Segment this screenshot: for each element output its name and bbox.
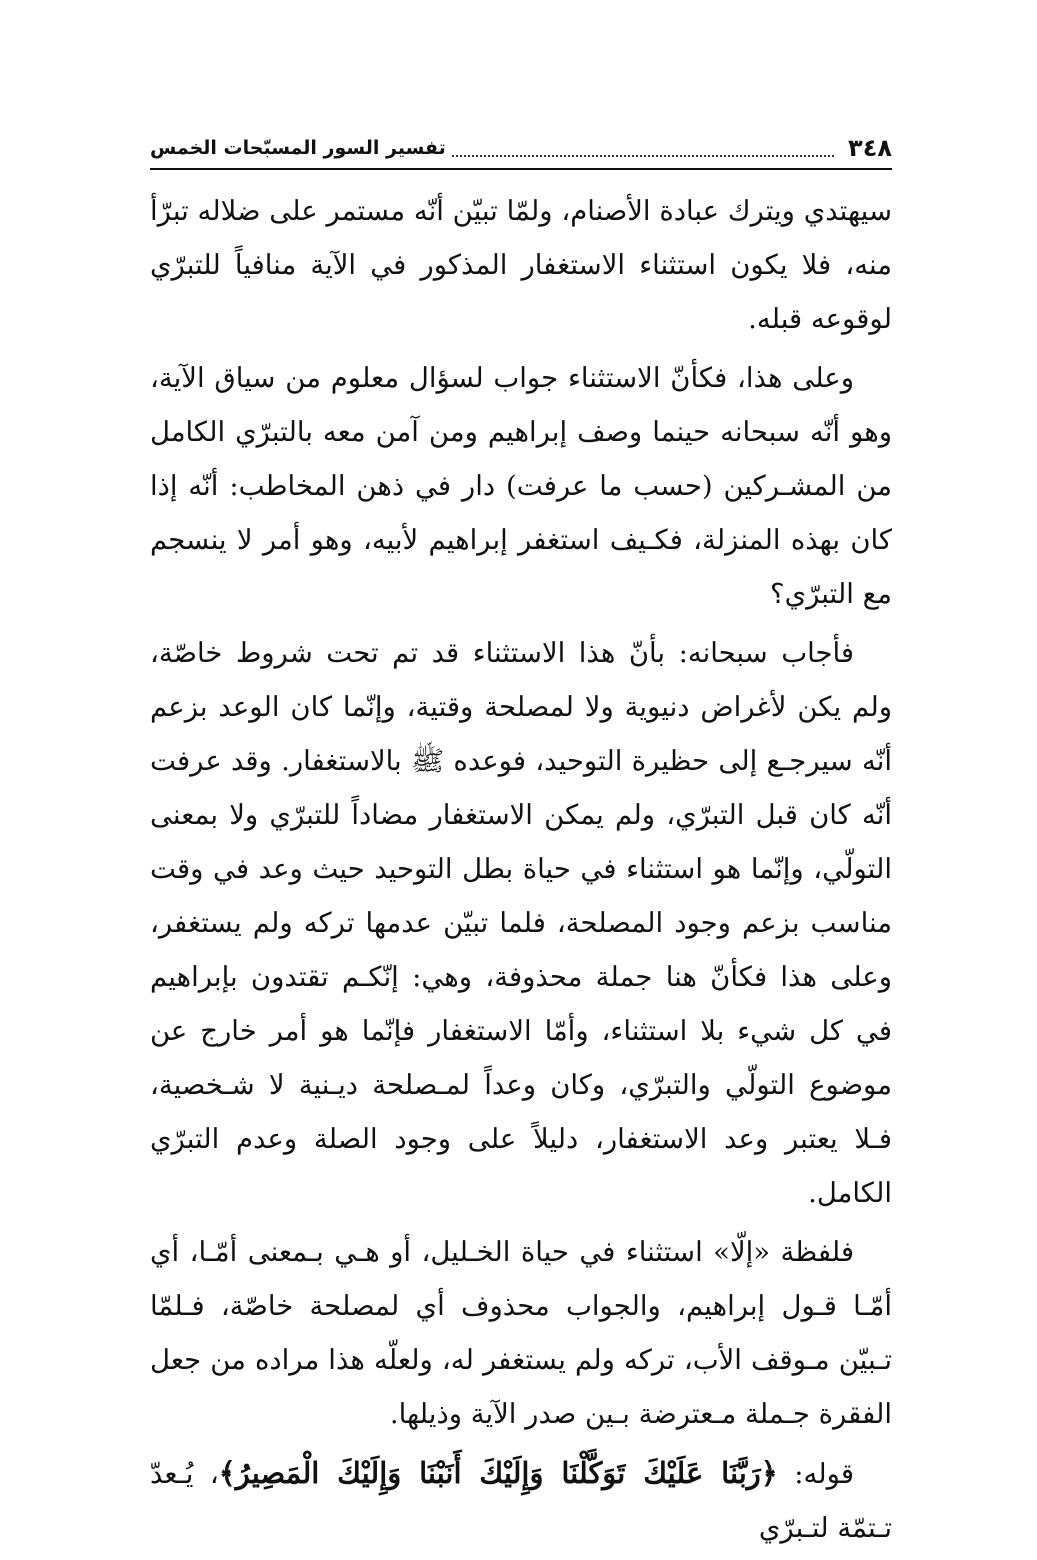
page-number: ٣٤٨ [848,134,892,162]
paragraph-2: وعلى هذا، فكأنّ الاستثناء جواب لسؤال معلوم من سياق الآية، وهو أنّه سبحانه حينما وصف إبراهيم ومن آمن معه بالتبرّي الكامل من المشـركين (حسب ما عرفت) دار في ذهن المخاطب: أنّه إذا كان بهذه المنزلة، فكـيف استغفر إبراهيم لأبيه، وهو أمر لا ينسجم مع التبرّي؟ [150,362,892,610]
paragraph-4: فلفظة «إلّا» استثناء في حياة الخـليل، أو هـي بـمعنى أمّـا، أي أمّـا قـول إبراهيم، والجواب محذوف أي لمصلحة خاصّة، فـلمّا تـبيّن مـوقف الأب، تركه ولم يستغفر له، ولعلّه هذا مراده من جعل الفقرة جـملة مـعترضة بـين صدر الآية وذيلها. [150,1236,892,1430]
paragraph-1: سيهتدي ويترك عبادة الأصنام، ولمّا تبيّن أنّه مستمر على ضلاله تبرّأ منه، فلا يكون استثناء الاستغفار المذكور في الآية منافياً للتبرّي لوقوعه قبله. [150,195,892,335]
running-title: تفسير السور المسبّحات الخمس [150,137,446,159]
paragraph-3: فأجاب سبحانه: بأنّ هذا الاستثناء قد تم تحت شروط خاصّة، ولم يكن لأغراض دنيوية ولا لمصلحة وقتية، وإنّما كان الوعد بزعم أنّه سيرجـع إلى حظيرة التوحيد، فوعده ﷺ بالاستغفار. وقد عرفت أنّه كان قبل التبرّي، ولم يمكن الاستغفار مضاداً للتبرّي ولا بمعنى التولّي، وإنّما هو استثناء في حياة بطل التوحيد حيث وعد في وقت مناسب بزعم وجود المصلحة، فلما تبيّن عدمها تركه ولم يستغفر، وعلى هذا فكأنّ هنا جملة محذوفة، وهي: إنّكـم تقتدون بإبراهيم في كل شيء بلا استثناء، وأمّا الاستغفار فإنّما هو أمر خارج عن موضوع التولّي والتبرّي، وكان وعداً لمـصلحة ديـنية لا شـخصية، فـلا يعتبر وعد الاستغفار، دليلاً على وجود الصلة وعدم التبرّي الكامل. [150,637,892,1209]
quote-intro: قوله: [777,1458,855,1490]
paragraph-5 [150,1446,892,1555]
main-text [150,184,892,1560]
page-header [150,128,892,170]
header-dotted-leader [452,139,834,157]
quote-continuation: ، يُـعدّ تـتمّة لتـبرّي [150,1458,892,1544]
quran-quote: ﴿رَبَّنَا عَلَيْكَ تَوَكَّلْنَا وَإِلَيْكَ أَنَبْنَا وَإِلَيْكَ الْمَصِيرُ﴾ [218,1456,778,1490]
